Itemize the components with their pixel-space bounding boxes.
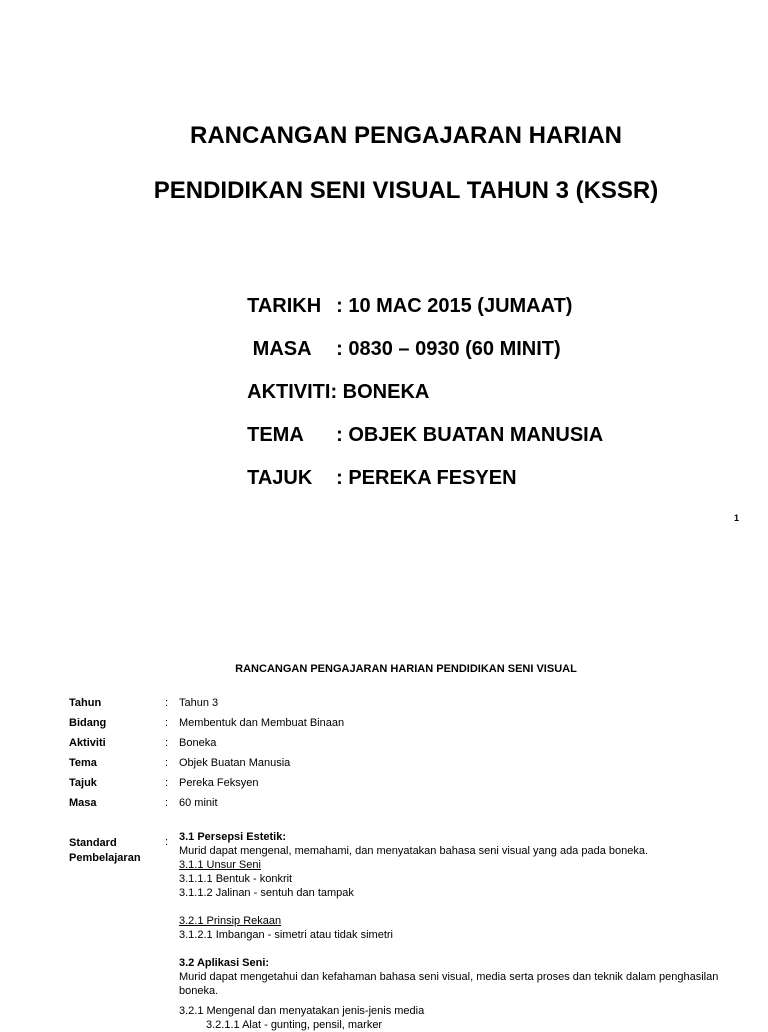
info-value: : PEREKA FESYEN <box>336 467 517 489</box>
detail-value: Boneka <box>179 737 217 749</box>
standard-pembelajaran-content <box>179 830 739 1032</box>
detail-label: Aktiviti <box>69 737 106 749</box>
detail-label: Tahun <box>69 697 102 709</box>
detail-label: Tema <box>69 757 97 769</box>
detail-value: Pereka Feksyen <box>179 777 259 789</box>
rph-title: RANCANGAN PENGAJARAN HARIAN PENDIDIKAN SENI VISUAL <box>235 663 577 675</box>
detail-value: Tahun 3 <box>179 697 219 709</box>
info-label: TEMA <box>247 424 304 446</box>
standard-pembelajaran-label <box>69 836 159 866</box>
page-subtitle: PENDIDIKAN SENI VISUAL TAHUN 3 (KSSR) <box>153 177 659 204</box>
info-aktiviti <box>236 358 429 404</box>
detail-colon: : <box>165 757 169 769</box>
page-number: 1 <box>734 513 740 523</box>
subsection-heading: 3.1.1 Unsur Seni <box>179 859 261 871</box>
detail-value: Objek Buatan Manusia <box>179 757 291 769</box>
info-value: : OBJEK BUATAN MANUSIA <box>336 424 604 446</box>
info-label: AKTIVITI <box>247 381 331 403</box>
detail-colon: : <box>165 737 169 749</box>
label-line: Standard <box>69 837 117 849</box>
section-text: Murid dapat mengetahui dan kefahaman bahasa seni visual, media serta proses dan teknik dalam penghasilan boneka. <box>179 971 719 997</box>
subsection-heading: 3.2.1 Prinsip Rekaan <box>179 915 282 927</box>
info-tarikh <box>236 272 572 318</box>
info-tema <box>236 401 603 447</box>
detail-colon: : <box>165 717 169 729</box>
info-tajuk <box>236 444 517 490</box>
list-item: 3.1.1.2 Jalinan - sentuh dan tampak <box>179 887 354 899</box>
section-text: Murid dapat mengenal, memahami, dan menyatakan bahasa seni visual yang ada pada boneka. <box>179 845 649 857</box>
info-masa <box>236 315 561 361</box>
list-item: 3.2.1.1 Alat - gunting, pensil, marker <box>206 1019 383 1031</box>
info-label: MASA <box>247 338 312 360</box>
list-item: 3.2.1 Mengenal dan menyatakan jenis-jenis media <box>179 1005 425 1017</box>
detail-colon: : <box>165 797 169 809</box>
info-value: : 10 MAC 2015 (JUMAAT) <box>336 295 573 317</box>
info-value: : BONEKA <box>330 381 430 403</box>
info-label: TARIKH <box>247 295 322 317</box>
info-value: : 0830 – 0930 (60 MINIT) <box>336 338 561 360</box>
detail-label: Masa <box>69 797 97 809</box>
info-label: TAJUK <box>247 467 313 489</box>
detail-colon: : <box>165 777 169 789</box>
page-title: RANCANGAN PENGAJARAN HARIAN <box>189 122 622 149</box>
detail-value: Membentuk dan Membuat Binaan <box>179 717 345 729</box>
detail-colon: : <box>165 697 169 709</box>
detail-colon: : <box>165 836 169 848</box>
label-line: Pembelajaran <box>69 852 141 864</box>
detail-label: Bidang <box>69 717 107 729</box>
detail-label: Tajuk <box>69 777 97 789</box>
list-item: 3.1.1.1 Bentuk - konkrit <box>179 873 293 885</box>
section-heading: 3.2 Aplikasi Seni: <box>179 957 270 969</box>
list-item: 3.1.2.1 Imbangan - simetri atau tidak simetri <box>179 929 393 941</box>
section-heading: 3.1 Persepsi Estetik: <box>179 831 287 843</box>
detail-value: 60 minit <box>179 797 218 809</box>
